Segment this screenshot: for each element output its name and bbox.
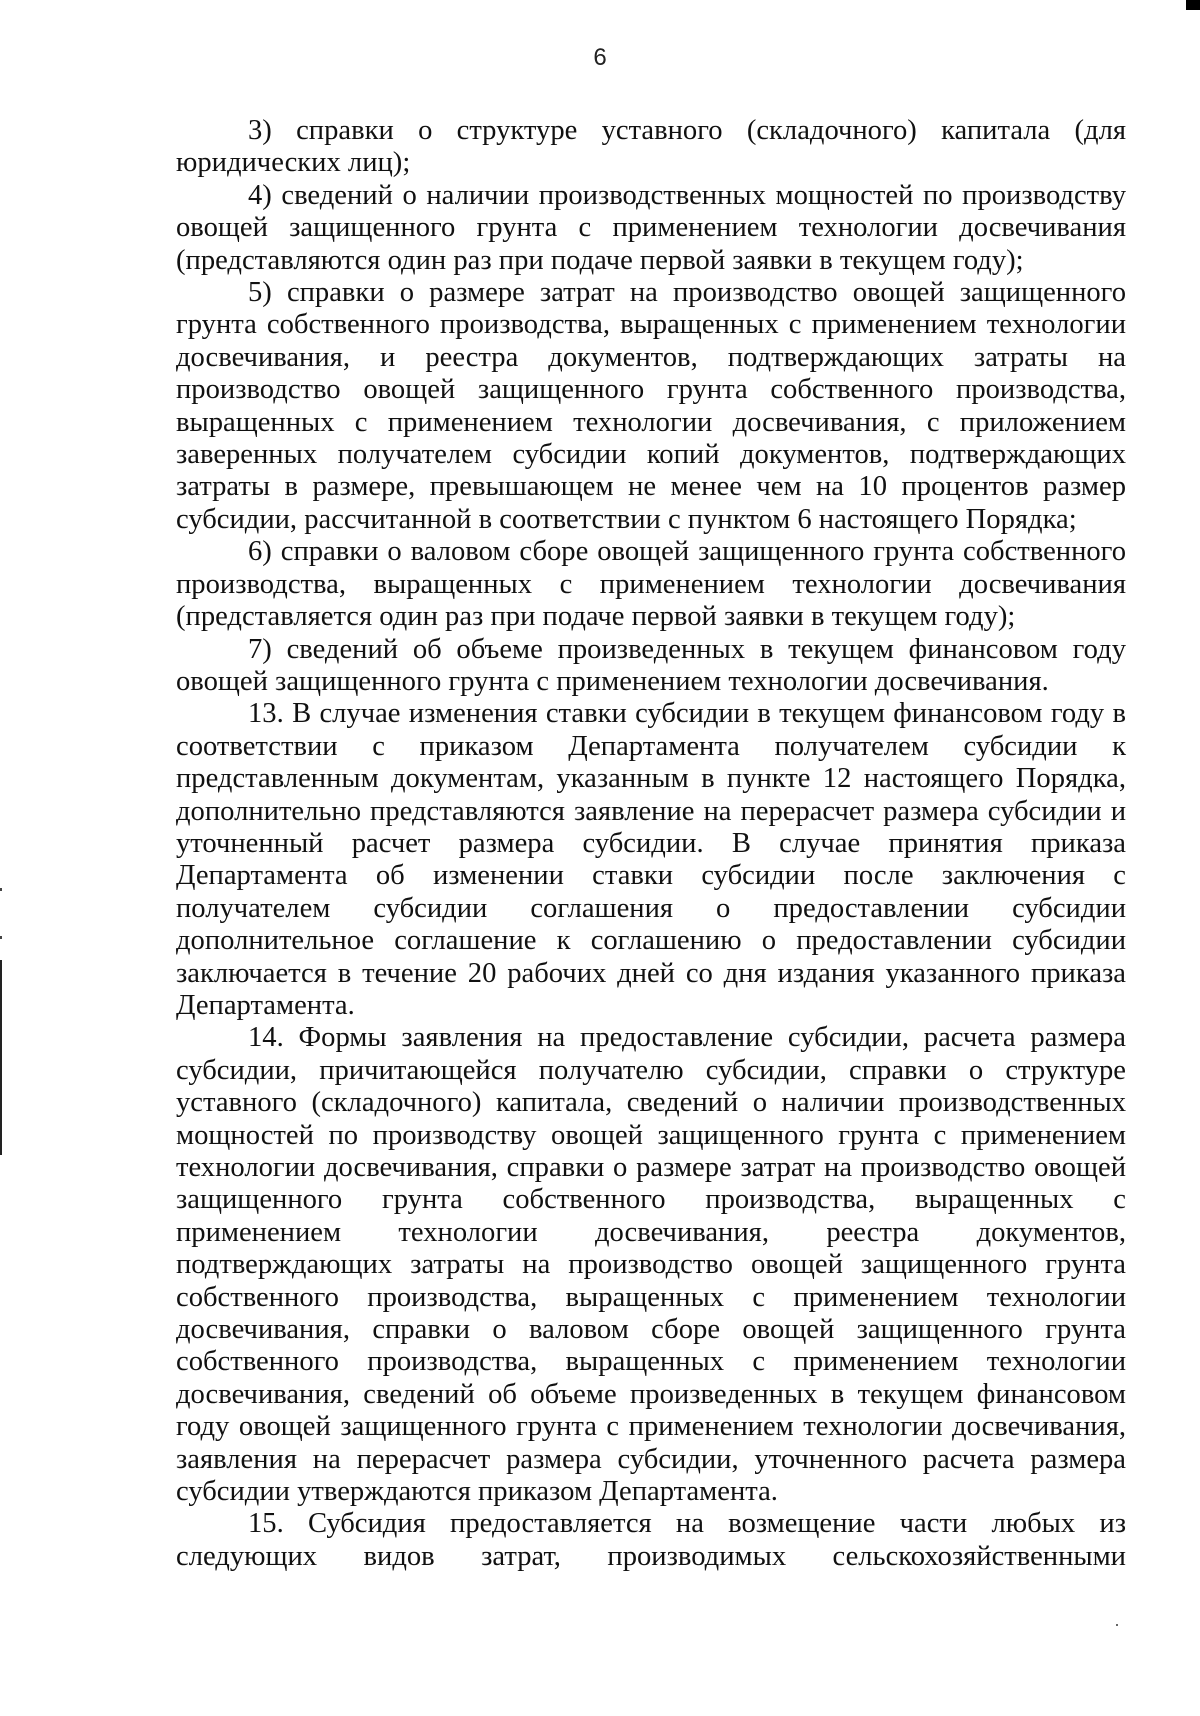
paragraph-clause-13: 13. В случае изменения ставки субсидии в текущем финансовом году в соответствии с приказом Департамента получателем субсидии к представленным документам, указанным в пункте 12 настоящего Порядка, дополнительно представляются заявление на перерасчет размера субсидии и уточненный расчет размера субсидии. В случае принятия приказа Департамента об изменении ставки субсидии после заключения с получателем субсидии соглашения о предоставлении субсидии дополнительное соглашение к соглашению о предоставлении субсидии заключается в течение 20 рабочих дней со дня издания указанного приказа Департамента.	[176, 698, 1126, 1021]
scan-speck	[1116, 1624, 1118, 1626]
scan-margin-dot	[0, 888, 2, 891]
paragraph-item-5: 5) справки о размере затрат на производство овощей защищенного грунта собственного производства, выращенных с применением технологии досвечивания, и реестра документов, подтверждающих затраты на производство овощей защищенного грунта собственного производства, выращенных с применением технологии досвечивания, с приложением заверенных получателем субсидии копий документов, подтверждающих затраты в размере, превышающем не менее чем на 10 процентов размер субсидии, рассчитанной в соответствии с пунктом 6 настоящего Порядка;	[176, 277, 1126, 535]
paragraph-item-4: 4) сведений о наличии производственных мощностей по производству овощей защищенного грунта с применением технологии досвечивания (представляются один раз при подаче первой заявки в текущем году);	[176, 179, 1126, 276]
paragraph-item-3: 3) справки о структуре уставного (складочного) капитала (для юридических лиц);	[176, 115, 1126, 179]
paragraph-item-6: 6) справки о валовом сборе овощей защищенного грунта собственного производства, выращенных с применением технологии досвечивания (представляется один раз при подаче первой заявки в текущем году);	[176, 536, 1126, 633]
scan-margin-dot	[0, 936, 2, 939]
scan-corner-mark	[1186, 0, 1200, 10]
document-body	[176, 115, 1126, 1573]
paragraph-clause-15: 15. Субсидия предоставляется на возмещение части любых из следующих видов затрат, производимых сельскохозяйственными	[176, 1508, 1126, 1572]
paragraph-item-7: 7) сведений об объеме произведенных в текущем финансовом году овощей защищенного грунта с применением технологии досвечивания.	[176, 633, 1126, 697]
page-number: 6	[593, 44, 607, 71]
scan-margin-mark	[0, 960, 2, 1155]
paragraph-clause-14: 14. Формы заявления на предоставление субсидии, расчета размера субсидии, причитающейся получателю субсидии, справки о структуре уставного (складочного) капитала, сведений о наличии производственных мощностей по производству овощей защищенного грунта с применением технологии досвечивания, справки о размере затрат на производство овощей защищенного грунта собственного производства, выращенных с применением технологии досвечивания, реестра документов, подтверждающих затраты на производство овощей защищенного грунта собственного производства, выращенных с применением технологии досвечивания, справки о валовом сборе овощей защищенного грунта собственного производства, выращенных с применением технологии досвечивания, сведений об объеме произведенных в текущем финансовом году овощей защищенного грунта с применением технологии досвечивания, заявления на перерасчет размера субсидии, уточненного расчета размера субсидии утверждаются приказом Департамента.	[176, 1022, 1126, 1508]
